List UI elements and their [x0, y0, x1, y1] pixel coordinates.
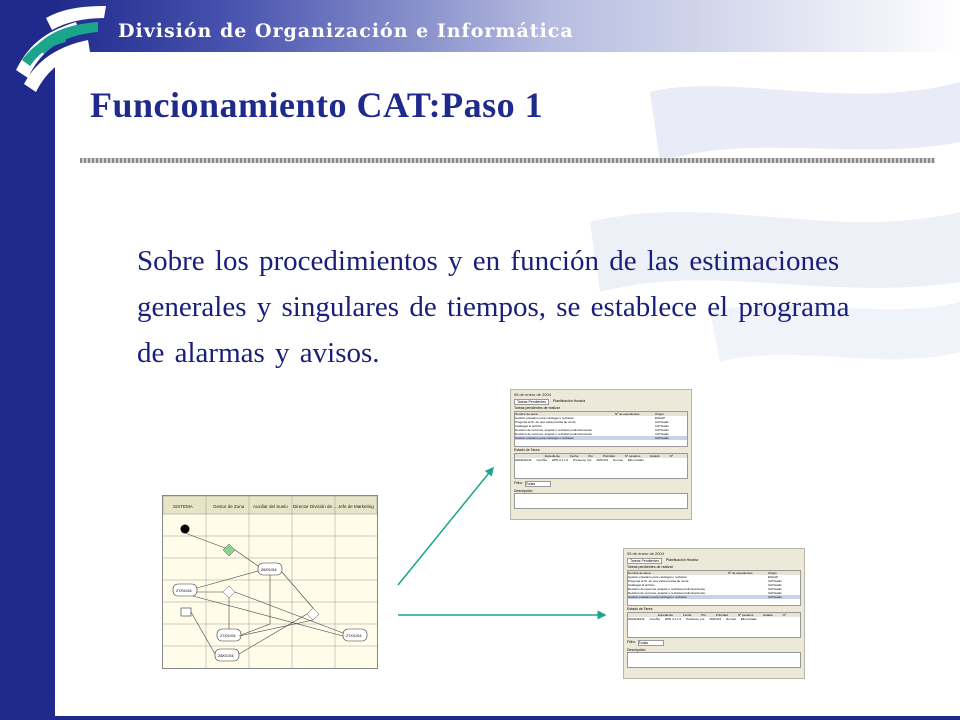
left-brand-bar — [0, 0, 55, 720]
bottom-rule — [55, 716, 960, 720]
lane-label: Gestor de Zona — [213, 504, 245, 509]
tab-pending[interactable]: Tareas Pendientes — [627, 558, 662, 564]
lane-label: Auxiliar del Suelo — [253, 504, 288, 509]
state-table: Expediente Fecha Pto Prioridad Nº usuarios Estado Nº 2004011044 CoruÑa HPN 3.1.1.0 Préstamo (m) 26/01/04 Normal Ello Iniciado — [627, 612, 801, 638]
screen-date: 05 de enero de 2004 — [514, 392, 551, 397]
tasks-table — [627, 570, 801, 606]
description-label: Descripción: — [627, 648, 647, 652]
table-row[interactable]: Gestión préstamo para contingar o rechazar CATGadis — [515, 436, 687, 440]
app-screenshot-thumbnail — [510, 389, 692, 520]
flow-node-label: 27/01/04 — [346, 633, 362, 638]
lane-label: Jefe de Marketing — [338, 504, 374, 509]
section-label: Estado de Tarea — [627, 607, 653, 611]
table-row[interactable]: Gestión préstamo para contingar o rechazar ESCAP — [628, 575, 779, 579]
division-label: División de Organización e Informática — [118, 20, 574, 42]
state-table: Expediente Fecha Pto Prioridad Nº usuarios Estado Nº 2004011044 CoruÑa HPN 3.1.1.0 Préstamo (m) 26/01/04 Normal Ello Iniciado — [514, 453, 688, 479]
table-row[interactable]: Decisión de recursos, aceptar o rechazar preliminarmente CATGadis — [628, 591, 782, 595]
filter-label: Filtro: — [627, 640, 636, 644]
table-row[interactable]: Decisión de recursos, aceptar o rechazar preliminarmente CATGadis — [628, 587, 782, 591]
flow-node-label: 28/01/04 — [218, 653, 234, 658]
table-row[interactable]: Gestión préstamo para contingar o rechazar CATGadis — [628, 595, 800, 599]
table-row[interactable]: Pregunta al Sr. de una visita precisa de venta CATGadis — [515, 420, 669, 424]
section-label: Tareas pendientes de realizar — [514, 406, 560, 410]
tab-planning[interactable]: Planificación Horaria — [666, 558, 699, 562]
flow-node-label: 27/01/04 — [176, 588, 192, 593]
description-label: Descripción: — [514, 489, 534, 493]
tasks-table — [514, 411, 688, 447]
table-row[interactable]: Catalogar el archivo CATGadis — [628, 583, 782, 587]
app-screenshot-thumbnail — [623, 548, 805, 679]
table-row[interactable]: Decisión de recursos, aceptar o rechazar preliminarmente CATGadis — [515, 432, 669, 436]
flowchart-thumbnail — [162, 495, 378, 669]
table-row[interactable]: 2004011044 CoruÑa HPN 3.1.1.0 Préstamo (m) 26/01/04 Normal Ello Iniciado — [628, 617, 757, 621]
col-header: Nº de expedientes — [728, 571, 753, 575]
col-header: Nombre de tarea — [515, 412, 538, 416]
col-header: Origen — [655, 412, 665, 416]
table-row[interactable]: Catalogar el archivo CATGadis — [515, 424, 669, 428]
col-header: Nombre de tarea — [628, 571, 651, 575]
table-row[interactable]: Gestión préstamo para contingar o rechazar ESCAP — [515, 416, 666, 420]
section-label: Tareas pendientes de realizar — [627, 565, 673, 569]
section-label: Estado de Tarea — [514, 448, 540, 452]
tab-pending[interactable]: Tareas Pendientes — [514, 399, 549, 405]
flow-node-label: 27/01/04 — [220, 633, 236, 638]
table-row[interactable]: Pregunta al Sr. de una visita precisa de venta CATGadis — [628, 579, 782, 583]
tab-planning[interactable]: Planificación Horaria — [553, 399, 586, 403]
lane-label: SISTEMA — [173, 504, 193, 509]
flowchart-diagram — [163, 496, 377, 668]
table-row[interactable]: Decisión de recursos, aceptar o rechazar preliminarmente CATGadis — [515, 428, 669, 432]
col-header: Nº de expedientes — [615, 412, 640, 416]
filter-select[interactable]: Todas — [638, 640, 664, 646]
table-row[interactable]: 2004011044 CoruÑa HPN 3.1.1.0 Préstamo (m) 26/01/04 Normal Ello Iniciado — [515, 458, 644, 462]
slide-body-text: Sobre los procedimientos y en función de las estimaciones generales y singulares de tiempos, se establece el programa de alarmas y avisos. — [137, 245, 850, 369]
screen-date: 05 de enero de 2004 — [627, 551, 664, 556]
description-field[interactable] — [627, 652, 801, 668]
description-field[interactable] — [514, 493, 688, 509]
title-divider — [80, 158, 935, 163]
filter-label: Filtro: — [514, 481, 523, 485]
lane-label: Director División de ... — [293, 504, 338, 509]
col-header: Origen — [768, 571, 778, 575]
slide-title: Funcionamiento CAT:Paso 1 — [90, 85, 544, 125]
filter-select[interactable]: Todas — [525, 481, 551, 487]
flow-node-label: 26/01/04 — [261, 567, 277, 572]
